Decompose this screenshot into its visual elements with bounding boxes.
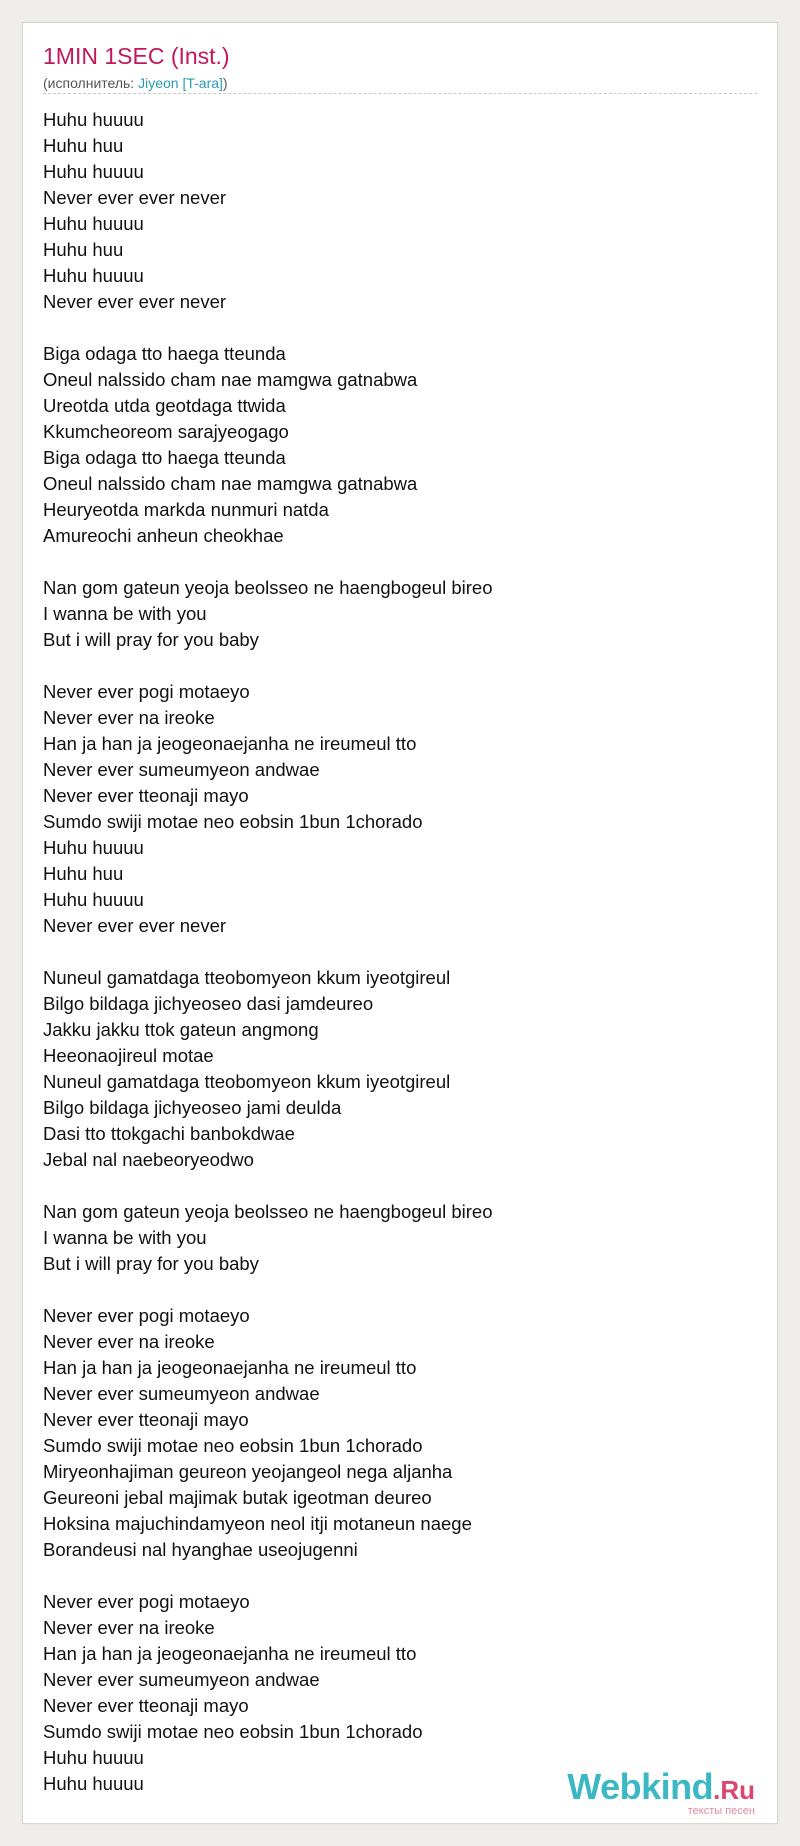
- lyric-line: [43, 549, 492, 575]
- lyric-line: Borandeusi nal hyanghae useojugenni: [43, 1539, 358, 1560]
- logo-tagline: тексты песен: [687, 1805, 755, 1817]
- lyric-line: Han ja han ja jeogeonaejanha ne ireumeul tto: [43, 1357, 417, 1378]
- lyric-line: Never ever tteonaji mayo: [43, 1695, 249, 1716]
- lyric-line: Ureotda utda geotdaga ttwida: [43, 395, 286, 416]
- lyric-line: But i will pray for you baby: [43, 1253, 259, 1274]
- lyric-line: Oneul nalssido cham nae mamgwa gatnabwa: [43, 369, 418, 390]
- lyric-line: [43, 939, 492, 965]
- lyric-line: Never ever na ireoke: [43, 1331, 215, 1352]
- lyrics-card: [22, 22, 778, 1824]
- lyric-line: Never ever pogi motaeyo: [43, 1591, 250, 1612]
- lyric-line: Heuryeotda markda nunmuri natda: [43, 499, 329, 520]
- song-title: 1MIN 1SEC (Inst.): [43, 43, 230, 69]
- lyric-line: Geureoni jebal majimak butak igeotman deureo: [43, 1487, 432, 1508]
- lyric-line: Never ever tteonaji mayo: [43, 1409, 249, 1430]
- lyric-line: Jakku jakku ttok gateun angmong: [43, 1019, 319, 1040]
- site-logo: [567, 1766, 755, 1817]
- lyric-line: Bilgo bildaga jichyeoseo jami deulda: [43, 1097, 342, 1118]
- lyric-line: Never ever sumeumyeon andwae: [43, 1383, 320, 1404]
- lyric-line: Biga odaga tto haega tteunda: [43, 447, 286, 468]
- lyric-line: Oneul nalssido cham nae mamgwa gatnabwa: [43, 473, 418, 494]
- lyric-line: Biga odaga tto haega tteunda: [43, 343, 286, 364]
- lyric-line: Never ever na ireoke: [43, 707, 215, 728]
- byline-prefix: (исполнитель:: [43, 75, 139, 91]
- lyric-line: Never ever ever never: [43, 915, 227, 936]
- lyric-line: Huhu huuuu: [43, 837, 144, 858]
- lyric-line: Bilgo bildaga jichyeoseo dasi jamdeureo: [43, 993, 374, 1014]
- lyric-line: Huhu huuuu: [43, 1773, 144, 1794]
- lyric-line: Nan gom gateun yeoja beolsseo ne haengbogeul bireo: [43, 1201, 493, 1222]
- lyric-line: But i will pray for you baby: [43, 629, 259, 650]
- lyric-line: Huhu huuuu: [43, 161, 144, 182]
- lyric-line: Huhu huu: [43, 135, 124, 156]
- lyrics-text: [43, 107, 492, 1797]
- lyric-line: Jebal nal naebeoryeodwo: [43, 1149, 254, 1170]
- lyric-line: Never ever ever never: [43, 291, 227, 312]
- lyric-line: Never ever ever never: [43, 187, 227, 208]
- lyric-line: Never ever pogi motaeyo: [43, 1305, 250, 1326]
- lyric-line: [43, 315, 492, 341]
- lyric-line: Amureochi anheun cheokhae: [43, 525, 284, 546]
- lyric-line: I wanna be with you: [43, 1227, 207, 1248]
- lyric-line: Never ever sumeumyeon andwae: [43, 1669, 320, 1690]
- lyric-line: Huhu huu: [43, 863, 124, 884]
- byline-suffix: ): [222, 75, 228, 91]
- lyric-line: Never ever pogi motaeyo: [43, 681, 250, 702]
- lyric-line: Huhu huu: [43, 239, 124, 260]
- lyric-line: Heeonaojireul motae: [43, 1045, 214, 1066]
- lyric-line: [43, 1173, 492, 1199]
- lyric-line: Kkumcheoreom sarajyeogago: [43, 421, 289, 442]
- lyric-line: I wanna be with you: [43, 603, 207, 624]
- lyric-line: Never ever sumeumyeon andwae: [43, 759, 320, 780]
- lyric-line: Huhu huuuu: [43, 265, 144, 286]
- lyric-line: [43, 653, 492, 679]
- lyric-line: Hoksina majuchindamyeon neol itji motaneun naege: [43, 1513, 472, 1534]
- lyric-line: Huhu huuuu: [43, 1747, 144, 1768]
- lyric-line: Nan gom gateun yeoja beolsseo ne haengbogeul bireo: [43, 577, 493, 598]
- header-divider: [43, 93, 757, 94]
- lyric-line: Han ja han ja jeogeonaejanha ne ireumeul tto: [43, 733, 417, 754]
- lyric-line: Sumdo swiji motae neo eobsin 1bun 1chorado: [43, 811, 423, 832]
- lyric-line: Huhu huuuu: [43, 109, 144, 130]
- logo-name: Webkind: [567, 1766, 714, 1807]
- lyric-line: Nuneul gamatdaga tteobomyeon kkum iyeotgireul: [43, 1071, 451, 1092]
- artist-link[interactable]: Jiyeon [T-ara]: [138, 75, 223, 91]
- artist-byline: [43, 75, 228, 91]
- lyric-line: Huhu huuuu: [43, 889, 144, 910]
- lyric-line: Sumdo swiji motae neo eobsin 1bun 1chorado: [43, 1435, 423, 1456]
- lyric-line: Sumdo swiji motae neo eobsin 1bun 1chorado: [43, 1721, 423, 1742]
- lyric-line: Nuneul gamatdaga tteobomyeon kkum iyeotgireul: [43, 967, 451, 988]
- lyric-line: Miryeonhajiman geureon yeojangeol nega aljanha: [43, 1461, 453, 1482]
- lyric-line: Never ever na ireoke: [43, 1617, 215, 1638]
- lyric-line: [43, 1277, 492, 1303]
- lyric-line: Han ja han ja jeogeonaejanha ne ireumeul tto: [43, 1643, 417, 1664]
- logo-tld: .Ru: [713, 1775, 755, 1805]
- lyric-line: Dasi tto ttokgachi banbokdwae: [43, 1123, 295, 1144]
- lyric-line: Never ever tteonaji mayo: [43, 785, 249, 806]
- lyric-line: [43, 1563, 492, 1589]
- lyric-line: Huhu huuuu: [43, 213, 144, 234]
